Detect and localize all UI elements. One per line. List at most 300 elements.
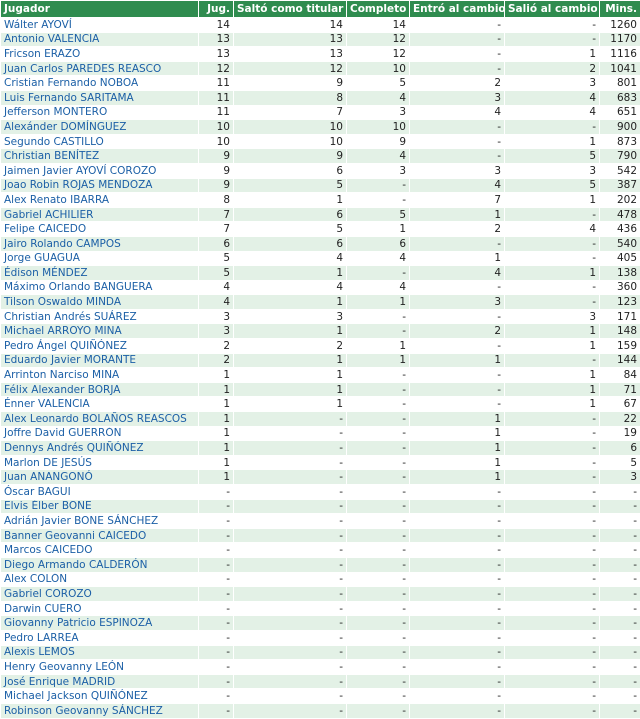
matches-cell: 2 (199, 353, 234, 368)
starts-cell: - (234, 645, 347, 660)
matches-cell: - (199, 645, 234, 660)
complete-cell: - (347, 630, 410, 645)
matches-cell: - (199, 557, 234, 572)
starts-cell: 9 (234, 149, 347, 164)
subbed-out-cell: - (505, 630, 600, 645)
subbed-in-cell: - (410, 18, 505, 33)
subbed-out-cell: - (505, 587, 600, 602)
player-name-link[interactable]: Cristian Fernando NOBOA (1, 76, 199, 91)
player-name-link[interactable]: Jairo Rolando CAMPOS (1, 236, 199, 251)
complete-cell: - (347, 485, 410, 500)
player-name-link[interactable]: Felipe CAICEDO (1, 222, 199, 237)
table-row (1, 412, 640, 427)
minutes-cell: 873 (600, 134, 640, 149)
complete-cell: - (347, 397, 410, 412)
minutes-cell: - (600, 645, 640, 660)
player-name-link[interactable]: Michael Jackson QUIÑÓNEZ (1, 689, 199, 704)
complete-cell: - (347, 441, 410, 456)
complete-cell: - (347, 455, 410, 470)
minutes-cell: - (600, 514, 640, 529)
starts-cell: 6 (234, 236, 347, 251)
player-name-link[interactable]: Gabriel COROZO (1, 587, 199, 602)
starts-cell: 1 (234, 266, 347, 281)
subbed-out-cell: - (505, 528, 600, 543)
subbed-in-cell: 3 (410, 295, 505, 310)
player-name-link[interactable]: Marcos CAICEDO (1, 543, 199, 558)
player-name-link[interactable]: Máximo Orlando BANGUERA (1, 280, 199, 295)
minutes-cell: 144 (600, 353, 640, 368)
starts-cell: 1 (234, 324, 347, 339)
minutes-cell: 159 (600, 339, 640, 354)
starts-cell: 1 (234, 295, 347, 310)
header-jug: Jug. (199, 1, 234, 18)
matches-cell: 1 (199, 455, 234, 470)
starts-cell: 13 (234, 47, 347, 62)
matches-cell: 14 (199, 18, 234, 33)
matches-cell: - (199, 689, 234, 704)
player-name-link[interactable]: Édison MÉNDEZ (1, 266, 199, 281)
subbed-in-cell: - (410, 236, 505, 251)
table-row (1, 178, 640, 193)
complete-cell: - (347, 309, 410, 324)
matches-cell: - (199, 528, 234, 543)
subbed-in-cell: 1 (410, 441, 505, 456)
player-name-link[interactable]: Félix Alexander BORJA (1, 382, 199, 397)
subbed-in-cell: - (410, 339, 505, 354)
complete-cell: - (347, 557, 410, 572)
matches-cell: 8 (199, 193, 234, 208)
matches-cell: 4 (199, 280, 234, 295)
subbed-out-cell: - (505, 295, 600, 310)
minutes-cell: - (600, 601, 640, 616)
matches-cell: 4 (199, 295, 234, 310)
starts-cell: 1 (234, 368, 347, 383)
starts-cell: 4 (234, 251, 347, 266)
matches-cell: 6 (199, 236, 234, 251)
starts-cell: 1 (234, 193, 347, 208)
starts-cell: - (234, 660, 347, 675)
table-row (1, 441, 640, 456)
table-row (1, 470, 640, 485)
subbed-out-cell: - (505, 499, 600, 514)
subbed-out-cell: - (505, 601, 600, 616)
matches-cell: 7 (199, 207, 234, 222)
complete-cell: 5 (347, 207, 410, 222)
subbed-in-cell: - (410, 368, 505, 383)
player-name-link[interactable]: Énner VALENCIA (1, 397, 199, 412)
matches-cell: 11 (199, 90, 234, 105)
subbed-in-cell: 1 (410, 251, 505, 266)
player-name-link[interactable]: Alex Leonardo BOLAÑOS REASCOS (1, 412, 199, 427)
complete-cell: - (347, 601, 410, 616)
player-name-link[interactable]: Joao Robin ROJAS MENDOZA (1, 178, 199, 193)
subbed-out-cell: - (505, 353, 600, 368)
minutes-cell: 71 (600, 382, 640, 397)
starts-cell: 6 (234, 163, 347, 178)
player-name-link[interactable]: Jaimen Javier AYOVÍ COROZO (1, 163, 199, 178)
starts-cell: 1 (234, 397, 347, 412)
complete-cell: 4 (347, 149, 410, 164)
matches-cell: 5 (199, 266, 234, 281)
starts-cell: - (234, 689, 347, 704)
table-header-row (1, 1, 640, 18)
subbed-out-cell: - (505, 455, 600, 470)
table-row (1, 499, 640, 514)
complete-cell: 9 (347, 134, 410, 149)
subbed-out-cell: 1 (505, 324, 600, 339)
complete-cell: - (347, 470, 410, 485)
table-row (1, 382, 640, 397)
subbed-out-cell: 1 (505, 368, 600, 383)
starts-cell: 1 (234, 353, 347, 368)
table-row (1, 572, 640, 587)
subbed-out-cell: - (505, 674, 600, 689)
player-name-link[interactable]: Darwin CUERO (1, 601, 199, 616)
table-row (1, 18, 640, 33)
starts-cell: - (234, 572, 347, 587)
starts-cell: 10 (234, 134, 347, 149)
subbed-out-cell: - (505, 572, 600, 587)
subbed-out-cell: - (505, 18, 600, 33)
subbed-in-cell: - (410, 630, 505, 645)
starts-cell: - (234, 630, 347, 645)
table-row (1, 557, 640, 572)
player-name-link[interactable]: Christian Andrés SUÁREZ (1, 309, 199, 324)
starts-cell: - (234, 441, 347, 456)
player-name-link[interactable]: Elvis Élber BONE (1, 499, 199, 514)
minutes-cell: 1041 (600, 61, 640, 76)
player-name-link[interactable]: Giovanny Patricio ESPINOZA (1, 616, 199, 631)
matches-cell: 13 (199, 32, 234, 47)
player-name-link[interactable]: Tilson Oswaldo MINDA (1, 295, 199, 310)
subbed-out-cell: - (505, 645, 600, 660)
starts-cell: 14 (234, 18, 347, 33)
matches-cell: 9 (199, 163, 234, 178)
minutes-cell: - (600, 630, 640, 645)
minutes-cell: - (600, 572, 640, 587)
subbed-out-cell: - (505, 280, 600, 295)
table-row (1, 207, 640, 222)
minutes-cell: 123 (600, 295, 640, 310)
subbed-out-cell: 1 (505, 382, 600, 397)
minutes-cell: 436 (600, 222, 640, 237)
complete-cell: - (347, 572, 410, 587)
subbed-in-cell: - (410, 528, 505, 543)
player-name-link[interactable]: Arrinton Narciso MINA (1, 368, 199, 383)
header-salio-cambio: Salió al cambio (505, 1, 600, 18)
minutes-cell: - (600, 557, 640, 572)
minutes-cell: - (600, 499, 640, 514)
subbed-out-cell: 1 (505, 339, 600, 354)
matches-cell: - (199, 572, 234, 587)
player-name-link[interactable]: Jefferson MONTERO (1, 105, 199, 120)
subbed-in-cell: 4 (410, 178, 505, 193)
complete-cell: - (347, 528, 410, 543)
table-row (1, 61, 640, 76)
player-name-link[interactable]: Diego Armando CALDERÓN (1, 557, 199, 572)
player-name-link[interactable]: Pedro Ángel QUIÑÓNEZ (1, 339, 199, 354)
complete-cell: - (347, 324, 410, 339)
matches-cell: - (199, 543, 234, 558)
table-row (1, 601, 640, 616)
player-name-link[interactable]: Eduardo Javier MORANTE (1, 353, 199, 368)
table-row (1, 280, 640, 295)
starts-cell: - (234, 674, 347, 689)
header-entro-cambio: Entró al cambio (410, 1, 505, 18)
header-salto-titular: Saltó como titular (234, 1, 347, 18)
matches-cell: 5 (199, 251, 234, 266)
header-jugador: Jugador (1, 1, 199, 18)
player-name-link[interactable]: Alex Renato IBARRA (1, 193, 199, 208)
complete-cell: - (347, 674, 410, 689)
table-row (1, 134, 640, 149)
starts-cell: 13 (234, 32, 347, 47)
player-name-link[interactable]: Adrián Javier BONE SÁNCHEZ (1, 514, 199, 529)
subbed-in-cell: - (410, 149, 505, 164)
table-row (1, 353, 640, 368)
subbed-in-cell: 2 (410, 222, 505, 237)
minutes-cell: 5 (600, 455, 640, 470)
minutes-cell: 387 (600, 178, 640, 193)
player-name-link[interactable]: Robinson Geovanny SÁNCHEZ (1, 703, 199, 718)
matches-cell: - (199, 514, 234, 529)
subbed-out-cell: - (505, 120, 600, 135)
complete-cell: - (347, 368, 410, 383)
subbed-in-cell: 1 (410, 353, 505, 368)
matches-cell: 9 (199, 178, 234, 193)
subbed-in-cell: 1 (410, 412, 505, 427)
complete-cell: - (347, 514, 410, 529)
player-name-link[interactable]: Michael ARROYO MINA (1, 324, 199, 339)
complete-cell: - (347, 616, 410, 631)
subbed-out-cell: 1 (505, 47, 600, 62)
table-row (1, 616, 640, 631)
table-row (1, 105, 640, 120)
subbed-out-cell: - (505, 485, 600, 500)
player-name-link[interactable]: Jorge GUAGUA (1, 251, 199, 266)
player-name-link[interactable]: Juan Carlos PAREDES REASCO (1, 61, 199, 76)
player-name-link[interactable]: Alexánder DOMÍNGUEZ (1, 120, 199, 135)
minutes-cell: - (600, 689, 640, 704)
starts-cell: 1 (234, 382, 347, 397)
subbed-out-cell: 3 (505, 163, 600, 178)
minutes-cell: 67 (600, 397, 640, 412)
complete-cell: - (347, 412, 410, 427)
subbed-out-cell: - (505, 543, 600, 558)
complete-cell: 1 (347, 353, 410, 368)
table-row (1, 120, 640, 135)
complete-cell: 3 (347, 163, 410, 178)
player-name-link[interactable]: Segundo CASTILLO (1, 134, 199, 149)
subbed-out-cell: - (505, 412, 600, 427)
minutes-cell: 148 (600, 324, 640, 339)
complete-cell: 6 (347, 236, 410, 251)
minutes-cell: - (600, 703, 640, 718)
table-row (1, 587, 640, 602)
matches-cell: 2 (199, 339, 234, 354)
table-row (1, 514, 640, 529)
matches-cell: 10 (199, 134, 234, 149)
minutes-cell: 1116 (600, 47, 640, 62)
matches-cell: - (199, 499, 234, 514)
subbed-out-cell: - (505, 557, 600, 572)
minutes-cell: 3 (600, 470, 640, 485)
complete-cell: - (347, 178, 410, 193)
starts-cell: - (234, 485, 347, 500)
subbed-in-cell: - (410, 674, 505, 689)
table-row (1, 163, 640, 178)
matches-cell: 1 (199, 426, 234, 441)
table-row (1, 645, 640, 660)
player-name-link[interactable]: Marlon DE JESÚS (1, 455, 199, 470)
subbed-out-cell: 3 (505, 309, 600, 324)
player-name-link[interactable]: José Enrique MADRID (1, 674, 199, 689)
minutes-cell: 171 (600, 309, 640, 324)
subbed-out-cell: 5 (505, 178, 600, 193)
complete-cell: - (347, 645, 410, 660)
complete-cell: 4 (347, 90, 410, 105)
table-row (1, 251, 640, 266)
minutes-cell: 22 (600, 412, 640, 427)
minutes-cell: 801 (600, 76, 640, 91)
starts-cell: 12 (234, 61, 347, 76)
table-row (1, 324, 640, 339)
subbed-in-cell: - (410, 645, 505, 660)
subbed-out-cell: - (505, 251, 600, 266)
complete-cell: - (347, 382, 410, 397)
starts-cell: - (234, 616, 347, 631)
matches-cell: 11 (199, 105, 234, 120)
table-row (1, 295, 640, 310)
minutes-cell: - (600, 616, 640, 631)
complete-cell: - (347, 587, 410, 602)
matches-cell: - (199, 703, 234, 718)
complete-cell: 10 (347, 61, 410, 76)
starts-cell: 5 (234, 222, 347, 237)
complete-cell: 1 (347, 339, 410, 354)
player-name-link[interactable]: Luis Fernando SARITAMA (1, 90, 199, 105)
player-name-link[interactable]: Henry Geovanny LEÓN (1, 660, 199, 675)
subbed-out-cell: - (505, 207, 600, 222)
complete-cell: 4 (347, 251, 410, 266)
subbed-in-cell: - (410, 601, 505, 616)
subbed-in-cell: - (410, 280, 505, 295)
matches-cell: 1 (199, 368, 234, 383)
player-name-link[interactable]: Pedro LARREA (1, 630, 199, 645)
starts-cell: 4 (234, 280, 347, 295)
minutes-cell: 540 (600, 236, 640, 251)
starts-cell: 7 (234, 105, 347, 120)
table-row (1, 485, 640, 500)
table-row (1, 397, 640, 412)
matches-cell: 1 (199, 397, 234, 412)
subbed-in-cell: 4 (410, 105, 505, 120)
matches-cell: 12 (199, 61, 234, 76)
matches-cell: - (199, 616, 234, 631)
starts-cell: - (234, 499, 347, 514)
table-row (1, 689, 640, 704)
player-name-link[interactable]: Banner Geovanni CAICEDO (1, 528, 199, 543)
player-name-link[interactable]: Joffre David GUERRÓN (1, 426, 199, 441)
matches-cell: 1 (199, 382, 234, 397)
matches-cell: 10 (199, 120, 234, 135)
starts-cell: - (234, 587, 347, 602)
subbed-in-cell: 3 (410, 90, 505, 105)
subbed-out-cell: - (505, 236, 600, 251)
player-name-link[interactable]: Alexis LEMOS (1, 645, 199, 660)
matches-cell: - (199, 601, 234, 616)
complete-cell: 10 (347, 120, 410, 135)
complete-cell: 5 (347, 76, 410, 91)
minutes-cell: 651 (600, 105, 640, 120)
complete-cell: - (347, 266, 410, 281)
complete-cell: - (347, 499, 410, 514)
complete-cell: 4 (347, 280, 410, 295)
table-row (1, 339, 640, 354)
table-row (1, 630, 640, 645)
player-name-link[interactable]: Gabriel ACHILIER (1, 207, 199, 222)
complete-cell: 1 (347, 222, 410, 237)
subbed-in-cell: - (410, 543, 505, 558)
minutes-cell: - (600, 660, 640, 675)
subbed-out-cell: - (505, 616, 600, 631)
subbed-in-cell: 2 (410, 324, 505, 339)
player-name-link[interactable]: Juan ANANGONÓ (1, 470, 199, 485)
player-name-link[interactable]: Fricson ERAZO (1, 47, 199, 62)
subbed-out-cell: 4 (505, 222, 600, 237)
starts-cell: - (234, 514, 347, 529)
minutes-cell: 202 (600, 193, 640, 208)
complete-cell: 14 (347, 18, 410, 33)
table-row (1, 368, 640, 383)
subbed-in-cell: - (410, 689, 505, 704)
player-name-link[interactable]: Wálter AYOVÍ (1, 18, 199, 33)
table-row (1, 528, 640, 543)
complete-cell: 1 (347, 295, 410, 310)
subbed-in-cell: 1 (410, 426, 505, 441)
table-row (1, 543, 640, 558)
player-name-link[interactable]: Alex COLÓN (1, 572, 199, 587)
matches-cell: - (199, 587, 234, 602)
subbed-in-cell: - (410, 616, 505, 631)
minutes-cell: 138 (600, 266, 640, 281)
subbed-out-cell: - (505, 470, 600, 485)
subbed-in-cell: 2 (410, 76, 505, 91)
player-name-link[interactable]: Christian BENÍTEZ (1, 149, 199, 164)
player-name-link[interactable]: Óscar BAGUI (1, 485, 199, 500)
complete-cell: - (347, 689, 410, 704)
table-row (1, 193, 640, 208)
matches-cell: 7 (199, 222, 234, 237)
table-row (1, 222, 640, 237)
matches-cell: - (199, 485, 234, 500)
table-row (1, 90, 640, 105)
minutes-cell: - (600, 528, 640, 543)
starts-cell: - (234, 601, 347, 616)
subbed-in-cell: - (410, 47, 505, 62)
minutes-cell: 405 (600, 251, 640, 266)
matches-cell: - (199, 674, 234, 689)
player-name-link[interactable]: Dennys Andrés QUIÑÓNEZ (1, 441, 199, 456)
matches-cell: 3 (199, 309, 234, 324)
subbed-out-cell: 3 (505, 76, 600, 91)
subbed-out-cell: 4 (505, 90, 600, 105)
subbed-in-cell: - (410, 587, 505, 602)
table-row (1, 703, 640, 718)
player-name-link[interactable]: Antonio VALENCIA (1, 32, 199, 47)
complete-cell: 12 (347, 32, 410, 47)
table-row (1, 309, 640, 324)
